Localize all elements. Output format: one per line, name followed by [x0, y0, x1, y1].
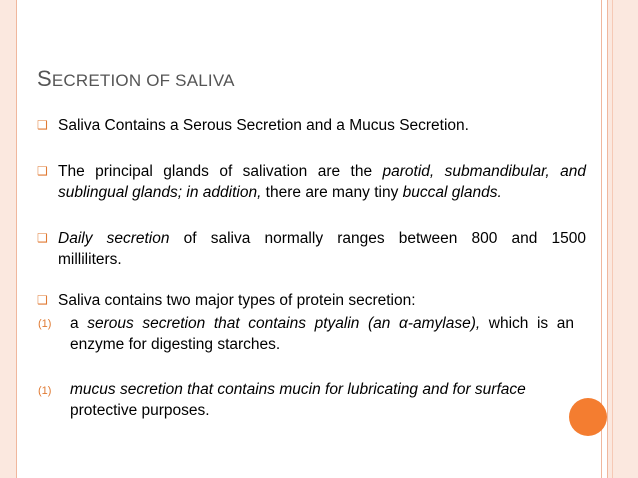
- text-run: which is an: [480, 315, 575, 332]
- bullet-text-line: [58, 228, 586, 249]
- title-initial: S: [37, 66, 52, 91]
- bullet-item-3: [58, 228, 586, 270]
- text-run-italic: Daily secretion: [58, 230, 170, 247]
- title-rest: ECRETION OF SALIVA: [51, 71, 235, 90]
- sub-item-text-line: protective purposes.: [70, 402, 210, 419]
- bullet-icon: ❑: [37, 118, 48, 132]
- slide-title: [37, 66, 235, 92]
- bullet-text-line: milliliters.: [58, 251, 122, 268]
- sub-item-text-line: enzyme for digesting starches.: [70, 336, 281, 353]
- text-run-italic: sublingual glands; in addition,: [58, 184, 262, 201]
- text-run-italic: serous secretion that contains ptyalin (an α-amylase),: [87, 315, 481, 332]
- bullet-text: Saliva contains two major types of protein secretion:: [58, 292, 416, 309]
- decorative-circle: [569, 398, 607, 436]
- text-run-italic: mucus secretion that contains mucin for lubricating and for surface: [70, 381, 526, 398]
- bullet-icon: ❑: [37, 231, 48, 245]
- text-run: The principal glands of salivation are the: [58, 163, 383, 180]
- bullet-item-4: [58, 290, 586, 311]
- right-decorative-line: [612, 0, 613, 478]
- text-run-italic: buccal glands.: [402, 184, 502, 201]
- sub-item-number: (1): [38, 385, 52, 397]
- text-run-italic: parotid, submandibular, and: [382, 163, 586, 180]
- sub-item-number: (1): [38, 318, 52, 330]
- left-decorative-line: [16, 0, 17, 478]
- text-run: a: [70, 315, 88, 332]
- bullet-icon: ❑: [37, 164, 48, 178]
- bullet-text-line: [58, 182, 586, 203]
- left-decorative-band: [0, 0, 16, 478]
- bullet-text: Saliva Contains a Serous Secretion and a Mucus Secretion.: [58, 117, 469, 134]
- sub-item-text-line: [70, 313, 574, 334]
- bullet-icon: ❑: [37, 293, 48, 307]
- sub-item-2: [70, 379, 574, 421]
- sub-item-1: [70, 313, 574, 355]
- bullet-item-2: [58, 161, 586, 203]
- sub-item-text-line: [70, 379, 574, 400]
- text-run: of saliva normally ranges between 800 and 1500: [169, 230, 586, 247]
- bullet-text-line: [58, 161, 586, 182]
- text-run: there are many tiny: [261, 184, 403, 201]
- bullet-item-1: [58, 115, 586, 136]
